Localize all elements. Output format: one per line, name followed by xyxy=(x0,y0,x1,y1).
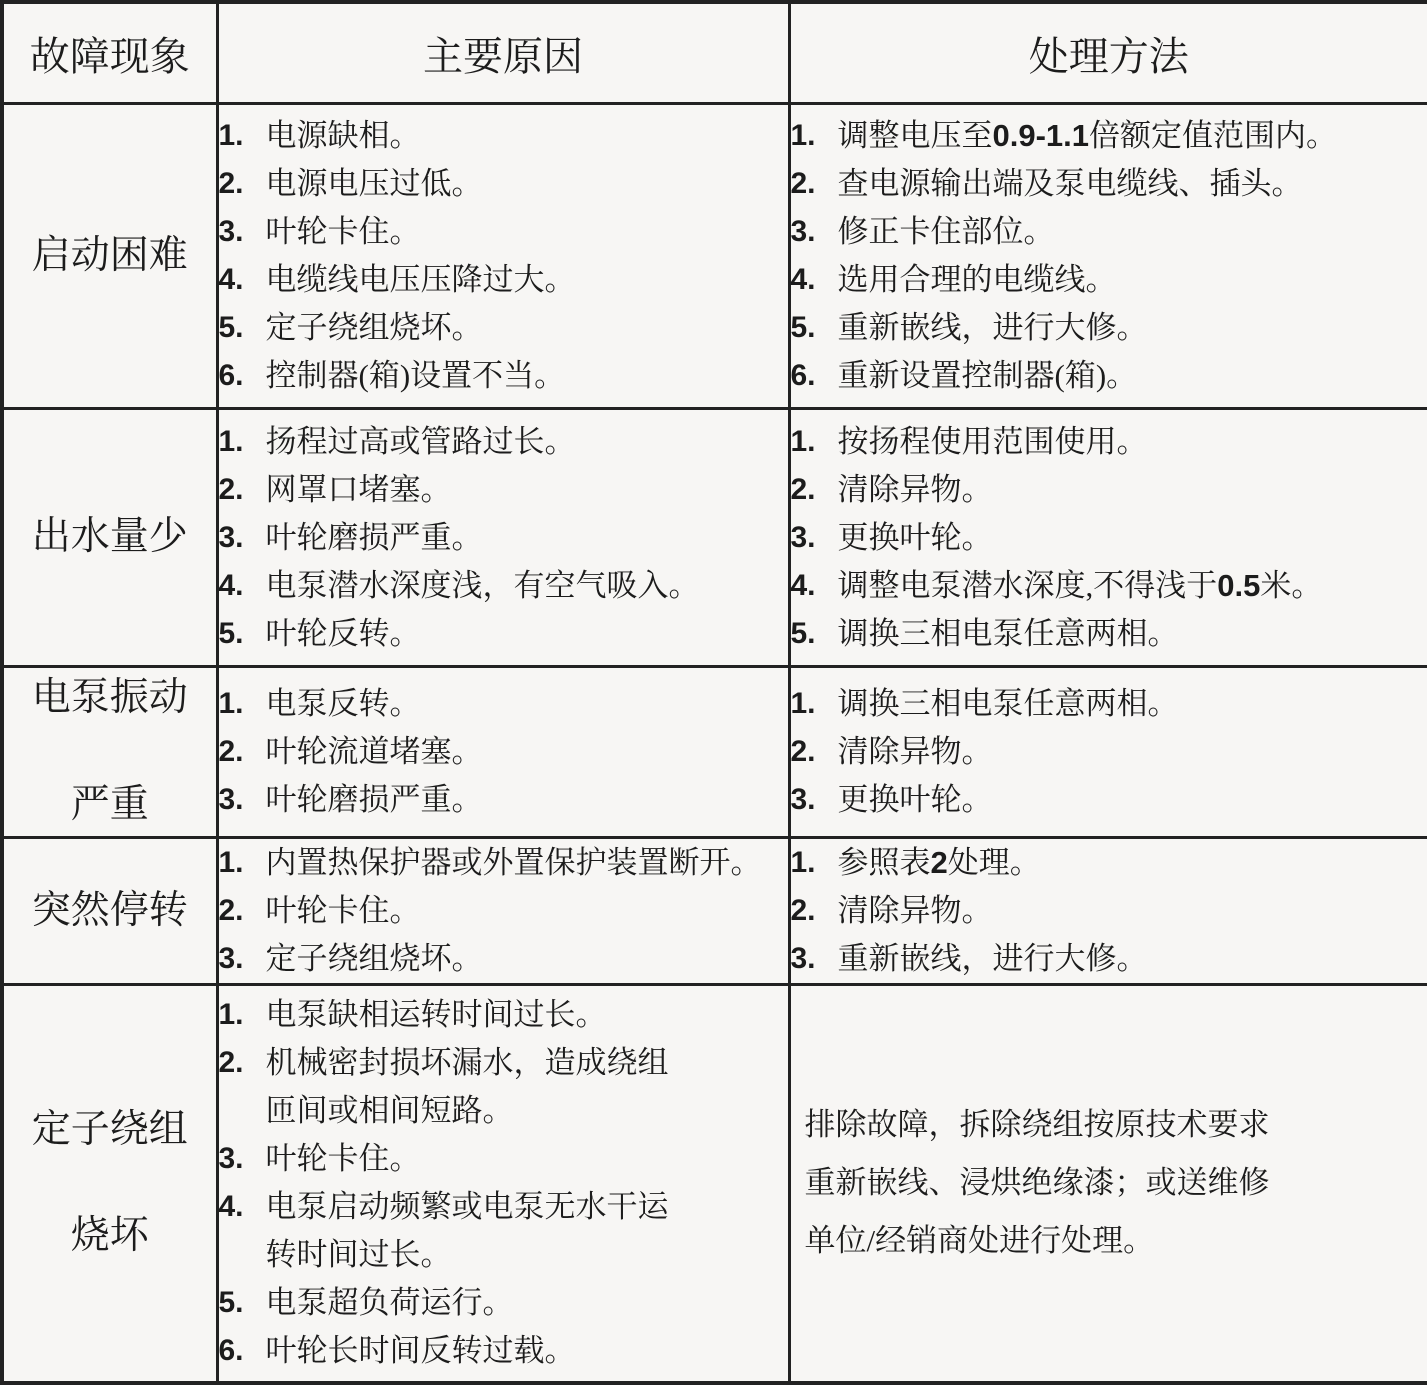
cause-item xyxy=(219,1327,788,1375)
table-row xyxy=(2,409,1427,667)
treatments-cell xyxy=(789,409,1427,667)
causes-cell xyxy=(217,667,789,838)
item-number: 2. xyxy=(219,887,266,935)
item-number: 6. xyxy=(791,352,838,400)
item-text-wrap: 转时间过长。 xyxy=(266,1231,788,1279)
cause-item xyxy=(219,1279,788,1327)
cause-item xyxy=(219,728,788,776)
item-text: 更换叶轮。 xyxy=(838,514,1427,562)
item-text: 叶轮卡住。 xyxy=(266,887,788,935)
cause-item xyxy=(219,112,788,160)
item-text: 更换叶轮。 xyxy=(838,776,1427,824)
treatments-cell xyxy=(789,985,1427,1383)
item-text: 调整电压至0.9-1.1倍额定值范围内。 xyxy=(838,112,1427,160)
item-number: 3. xyxy=(219,935,266,983)
item-text: 清除异物。 xyxy=(838,728,1427,776)
item-text-wrap: 匝间或相间短路。 xyxy=(266,1087,788,1135)
item-text: 电泵超负荷运行。 xyxy=(266,1279,788,1327)
item-text: 定子绕组烧坏。 xyxy=(266,935,788,983)
cause-item xyxy=(219,991,788,1039)
phenomenon-label: 出水量少 xyxy=(4,513,216,562)
treatment-item xyxy=(791,466,1427,514)
item-number: 1. xyxy=(791,680,838,728)
item-number: 2. xyxy=(791,887,838,935)
treatment-item xyxy=(791,160,1427,208)
causes-cell xyxy=(217,104,789,409)
phenomenon-label: 启动困难 xyxy=(4,232,216,281)
item-text: 调换三相电泵任意两相。 xyxy=(838,610,1427,658)
item-number: 3. xyxy=(219,1135,266,1183)
cause-item xyxy=(219,776,788,824)
item-text: 网罩口堵塞。 xyxy=(266,466,788,514)
item-number: 4. xyxy=(791,562,838,610)
item-number: 2. xyxy=(791,160,838,208)
item-text: 叶轮卡住。 xyxy=(266,1135,788,1183)
causes-cell xyxy=(217,838,789,985)
treatment-item xyxy=(791,680,1427,728)
item-number: 2. xyxy=(219,466,266,514)
item-text: 叶轮流道堵塞。 xyxy=(266,728,788,776)
cause-item xyxy=(219,1135,788,1183)
treatment-item xyxy=(791,610,1427,658)
item-text: 电泵缺相运转时间过长。 xyxy=(266,991,788,1039)
causes-cell xyxy=(217,985,789,1383)
item-text: 调换三相电泵任意两相。 xyxy=(838,680,1427,728)
treatment-item xyxy=(791,776,1427,824)
item-text: 叶轮磨损严重。 xyxy=(266,776,788,824)
item-text: 电泵潜水深度浅，有空气吸入。 xyxy=(266,562,788,610)
treatment-item xyxy=(791,887,1427,935)
item-number: 1. xyxy=(791,112,838,160)
phenomenon-cell xyxy=(2,985,217,1383)
cause-item xyxy=(219,887,788,935)
cause-item xyxy=(219,352,788,400)
treatment-item xyxy=(791,839,1427,887)
treatment-item xyxy=(791,256,1427,304)
cause-item xyxy=(219,839,788,887)
item-number: 2. xyxy=(791,728,838,776)
phenomenon-label: 定子绕组 xyxy=(4,1106,216,1155)
item-text: 参照表2处理。 xyxy=(838,839,1427,887)
treatment-item xyxy=(791,514,1427,562)
item-text: 清除异物。 xyxy=(838,887,1427,935)
table-row xyxy=(2,985,1427,1383)
item-number: 1. xyxy=(791,839,838,887)
item-number: 3. xyxy=(791,935,838,983)
header-fault-phenomenon: 故障现象 xyxy=(2,2,217,104)
item-number: 1. xyxy=(791,418,838,466)
treatments-cell xyxy=(789,838,1427,985)
item-number: 5. xyxy=(219,1279,266,1327)
item-text: 扬程过高或管路过长。 xyxy=(266,418,788,466)
item-text: 电源电压过低。 xyxy=(266,160,788,208)
treatments-cell xyxy=(789,667,1427,838)
phenomenon-cell xyxy=(2,667,217,838)
item-number: 3. xyxy=(791,208,838,256)
item-number: 5. xyxy=(791,304,838,352)
item-number: 5. xyxy=(219,304,266,352)
item-text: 定子绕组烧坏。 xyxy=(266,304,788,352)
item-text: 电源缺相。 xyxy=(266,112,788,160)
paragraph-line: 单位/经销商处进行处理。 xyxy=(805,1212,1427,1270)
item-text: 重新嵌线，进行大修。 xyxy=(838,935,1427,983)
cause-item xyxy=(219,514,788,562)
cause-item xyxy=(219,304,788,352)
item-number: 5. xyxy=(791,610,838,658)
item-number: 2. xyxy=(219,728,266,776)
item-number: 2. xyxy=(791,466,838,514)
table-row xyxy=(2,667,1427,838)
treatment-item xyxy=(791,935,1427,983)
item-text: 重新嵌线，进行大修。 xyxy=(838,304,1427,352)
cause-item xyxy=(219,1183,788,1279)
item-number: 6. xyxy=(219,352,266,400)
item-text: 叶轮反转。 xyxy=(266,610,788,658)
item-number: 3. xyxy=(219,776,266,824)
cause-item xyxy=(219,160,788,208)
item-number: 5. xyxy=(219,610,266,658)
item-text: 电泵反转。 xyxy=(266,680,788,728)
header-main-causes: 主要原因 xyxy=(217,2,789,104)
item-number: 4. xyxy=(219,1183,266,1231)
item-text: 调整电泵潜水深度,不得浅于0.5米。 xyxy=(838,562,1427,610)
item-number: 1. xyxy=(219,112,266,160)
item-text: 清除异物。 xyxy=(838,466,1427,514)
item-number: 4. xyxy=(219,256,266,304)
item-text: 修正卡住部位。 xyxy=(838,208,1427,256)
cause-item xyxy=(219,208,788,256)
treatment-item xyxy=(791,352,1427,400)
item-text: 控制器(箱)设置不当。 xyxy=(266,352,788,400)
item-text: 查电源输出端及泵电缆线、插头。 xyxy=(838,160,1427,208)
treatment-item xyxy=(791,562,1427,610)
cause-item xyxy=(219,610,788,658)
phenomenon-label: 电泵振动 xyxy=(4,674,216,723)
item-number: 4. xyxy=(219,562,266,610)
phenomenon-label: 突然停转 xyxy=(4,887,216,936)
cause-item xyxy=(219,466,788,514)
phenomenon-cell xyxy=(2,104,217,409)
paragraph-line: 重新嵌线、浸烘绝缘漆；或送维修 xyxy=(805,1154,1427,1212)
cause-item xyxy=(219,256,788,304)
item-text: 电缆线电压压降过大。 xyxy=(266,256,788,304)
paragraph-line: 排除故障，拆除绕组按原技术要求 xyxy=(805,1096,1427,1154)
cause-item xyxy=(219,1039,788,1135)
item-text: 选用合理的电缆线。 xyxy=(838,256,1427,304)
item-number: 3. xyxy=(219,514,266,562)
item-number: 1. xyxy=(219,839,266,887)
cause-item xyxy=(219,562,788,610)
causes-cell xyxy=(217,409,789,667)
item-number: 1. xyxy=(219,680,266,728)
treatment-item xyxy=(791,728,1427,776)
table-row xyxy=(2,838,1427,985)
cause-item xyxy=(219,935,788,983)
item-number: 6. xyxy=(219,1327,266,1375)
item-number: 2. xyxy=(219,1039,266,1087)
treatment-item xyxy=(791,208,1427,256)
header-row xyxy=(2,2,1427,104)
item-text: 叶轮磨损严重。 xyxy=(266,514,788,562)
item-number: 1. xyxy=(219,418,266,466)
phenomenon-label: 烧坏 xyxy=(4,1212,216,1261)
item-number: 2. xyxy=(219,160,266,208)
treatment-item xyxy=(791,112,1427,160)
table-row xyxy=(2,104,1427,409)
phenomenon-cell xyxy=(2,838,217,985)
item-text: 重新设置控制器(箱)。 xyxy=(838,352,1427,400)
cause-item xyxy=(219,418,788,466)
phenomenon-cell xyxy=(2,409,217,667)
treatments-cell xyxy=(789,104,1427,409)
item-number: 3. xyxy=(791,514,838,562)
item-text: 内置热保护器或外置保护装置断开。 xyxy=(266,839,788,887)
item-number: 4. xyxy=(791,256,838,304)
item-text: 机械密封损坏漏水，造成绕组 xyxy=(266,1039,788,1087)
phenomenon-label: 严重 xyxy=(4,781,216,830)
item-number: 3. xyxy=(219,208,266,256)
item-text: 电泵启动频繁或电泵无水干运 xyxy=(266,1183,788,1231)
treatment-item xyxy=(791,304,1427,352)
item-text: 叶轮长时间反转过载。 xyxy=(266,1327,788,1375)
item-text: 按扬程使用范围使用。 xyxy=(838,418,1427,466)
treatment-paragraph xyxy=(791,1096,1427,1270)
cause-item xyxy=(219,680,788,728)
header-treatment-methods: 处理方法 xyxy=(789,2,1427,104)
treatment-item xyxy=(791,418,1427,466)
item-text: 叶轮卡住。 xyxy=(266,208,788,256)
item-number: 3. xyxy=(791,776,838,824)
item-number: 1. xyxy=(219,991,266,1039)
